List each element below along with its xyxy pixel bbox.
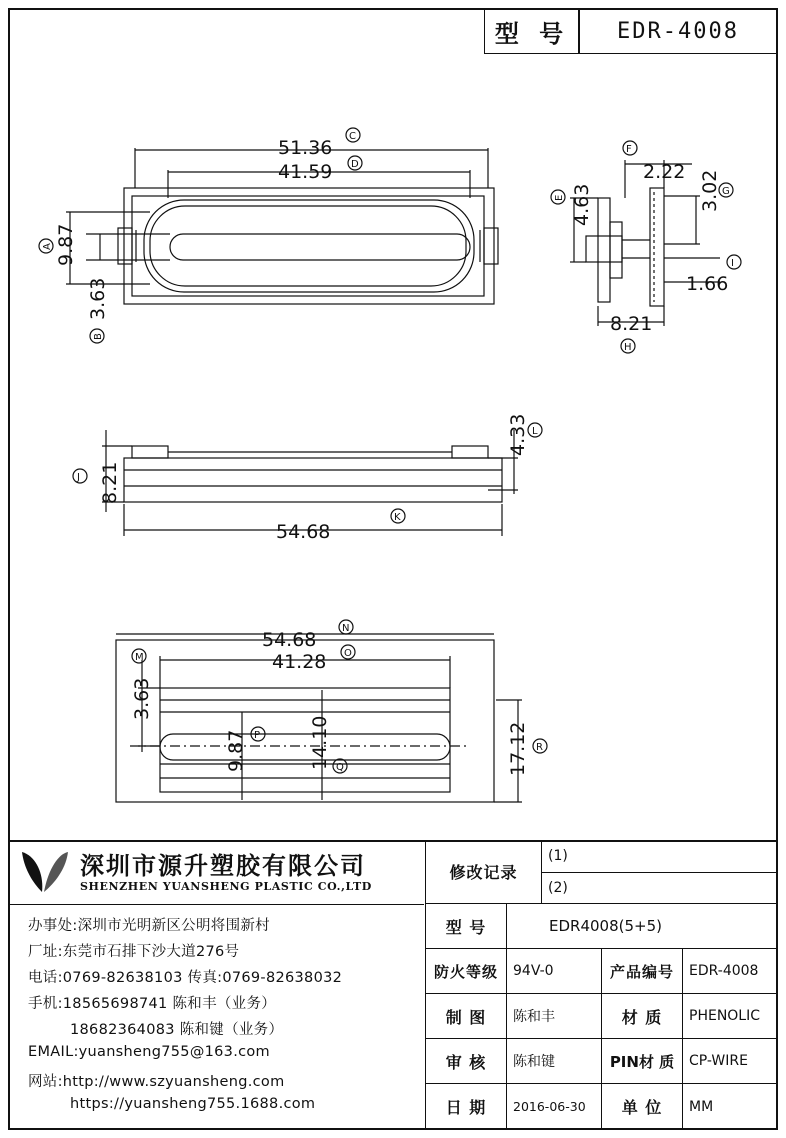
company-email: EMAIL:yuansheng755@163.com [28, 1044, 270, 1060]
dim-c-id: C [349, 131, 356, 142]
checked-label: 审 核 [445, 1052, 487, 1072]
model-label: 型 号 [445, 917, 487, 937]
label-i-circle [727, 255, 741, 269]
company-website-1: 网站:http://www.szyuansheng.com [28, 1074, 285, 1090]
drawn-value-cell [506, 993, 602, 1039]
company-office: 办事处:深圳市光明新区公明将围新村 [28, 918, 270, 934]
material-label-cell [601, 993, 683, 1039]
dim-q-value: 14.10 [309, 715, 331, 770]
dim-c-value: 51.36 [278, 137, 333, 159]
dim-l-value: 4.33 [507, 413, 529, 456]
material-value-cell [682, 993, 778, 1039]
company-mobile-2: 18682364083 陈和键（业务） [70, 1022, 284, 1038]
pin-label-cell [601, 1038, 683, 1084]
label-j-circle [73, 469, 87, 483]
dim-n-id: N [342, 623, 350, 634]
checked-label-cell [425, 1038, 507, 1084]
pin-label: PIN材 质 [609, 1052, 675, 1071]
dim-g-id: G [722, 186, 730, 197]
company-name-cn: 深圳市源升塑胶有限公司 [80, 852, 366, 880]
dim-a-value: 9.87 [55, 223, 77, 266]
header-model-label: 型 号 [494, 19, 570, 48]
company-name-en: SHENZHEN YUANSHENG PLASTIC CO.,LTD [80, 880, 372, 893]
model-value: EDR4008(5+5) [549, 917, 662, 935]
revision-2: (2) [548, 880, 568, 896]
product-no-label-cell [601, 948, 683, 994]
material-value: PHENOLIC [689, 1008, 761, 1024]
revision-2-cell [541, 872, 778, 904]
dim-p-id: P [254, 730, 261, 741]
dim-k-id: K [394, 512, 401, 523]
revision-1-cell [541, 840, 778, 873]
checked-value-cell [506, 1038, 602, 1084]
date-value: 2016-06-30 [513, 1099, 586, 1114]
dim-o-value: 41.28 [272, 651, 327, 673]
pin-value: CP-WIRE [689, 1053, 748, 1069]
unit-value: MM [689, 1098, 714, 1115]
revision-1: (1) [548, 848, 568, 864]
dim-h-value: 8.21 [610, 313, 653, 335]
dim-r-value: 17.12 [507, 721, 529, 776]
unit-label: 单 位 [621, 1098, 663, 1117]
dim-d-id: D [351, 159, 359, 170]
revision-label: 修改记录 [449, 863, 518, 882]
company-logo-icon [18, 846, 72, 898]
unit-label-cell [601, 1083, 683, 1130]
company-factory: 厂址:东莞市石排下沙大道276号 [28, 944, 240, 960]
dim-f-id: F [626, 144, 632, 155]
product-no-value-cell [682, 948, 778, 994]
dim-q-id: Q [336, 762, 344, 773]
dim-b-value: 3.63 [87, 277, 109, 320]
dim-e-id: E [554, 194, 565, 201]
dim-r-id: R [536, 742, 543, 753]
dim-p-value: 9.87 [225, 729, 247, 772]
drawn-value: 陈和丰 [513, 1009, 555, 1025]
model-value-cell [506, 903, 778, 949]
dim-m-value: 3.63 [131, 677, 153, 720]
flame-value-cell [506, 948, 602, 994]
dim-k-value: 54.68 [276, 521, 331, 543]
dim-j-id: J [77, 472, 80, 483]
drawn-label-cell [425, 993, 507, 1039]
pin-value-cell [682, 1038, 778, 1084]
dim-m-id: M [135, 652, 144, 663]
dim-g-value: 3.02 [699, 169, 721, 212]
flame-label: 防火等级 [433, 962, 498, 981]
checked-value: 陈和键 [513, 1054, 555, 1070]
material-label: 材 质 [621, 1007, 663, 1027]
revision-label-cell [425, 840, 542, 904]
dim-l-id: L [532, 426, 538, 437]
company-phone-fax: 电话:0769-82638103 传真:0769-82638032 [28, 970, 343, 986]
dim-d-value: 41.59 [278, 161, 333, 183]
date-label: 日 期 [445, 1098, 487, 1117]
company-header [8, 840, 424, 905]
dim-a-id: A [42, 243, 53, 250]
flame-label-cell [425, 948, 507, 994]
dim-j-value: 8.21 [99, 461, 121, 504]
flame-value: 94V-0 [513, 963, 554, 979]
dim-i-value: 1.66 [686, 273, 729, 295]
header-model-value: EDR-4008 [617, 18, 739, 44]
dim-b-id: B [93, 333, 104, 340]
company-block [8, 840, 426, 1130]
drawn-label: 制 图 [445, 1007, 487, 1027]
dim-e-value: 4.63 [571, 183, 593, 226]
dim-n-value: 54.68 [262, 629, 317, 651]
dim-i-id: I [731, 258, 734, 269]
dim-f-value: 2.22 [643, 161, 686, 183]
company-website-2: https://yuansheng755.1688.com [70, 1096, 316, 1112]
product-no-value: EDR-4008 [689, 963, 759, 979]
date-label-cell [425, 1083, 507, 1130]
dim-o-id: O [344, 648, 352, 659]
date-value-cell [506, 1083, 602, 1130]
unit-value-cell [682, 1083, 778, 1130]
product-no-label: 产品编号 [609, 962, 674, 981]
company-mobile-1: 手机:18565698741 陈和丰（业务） [28, 996, 277, 1012]
dim-h-id: H [624, 342, 632, 353]
model-label-cell [425, 903, 507, 949]
